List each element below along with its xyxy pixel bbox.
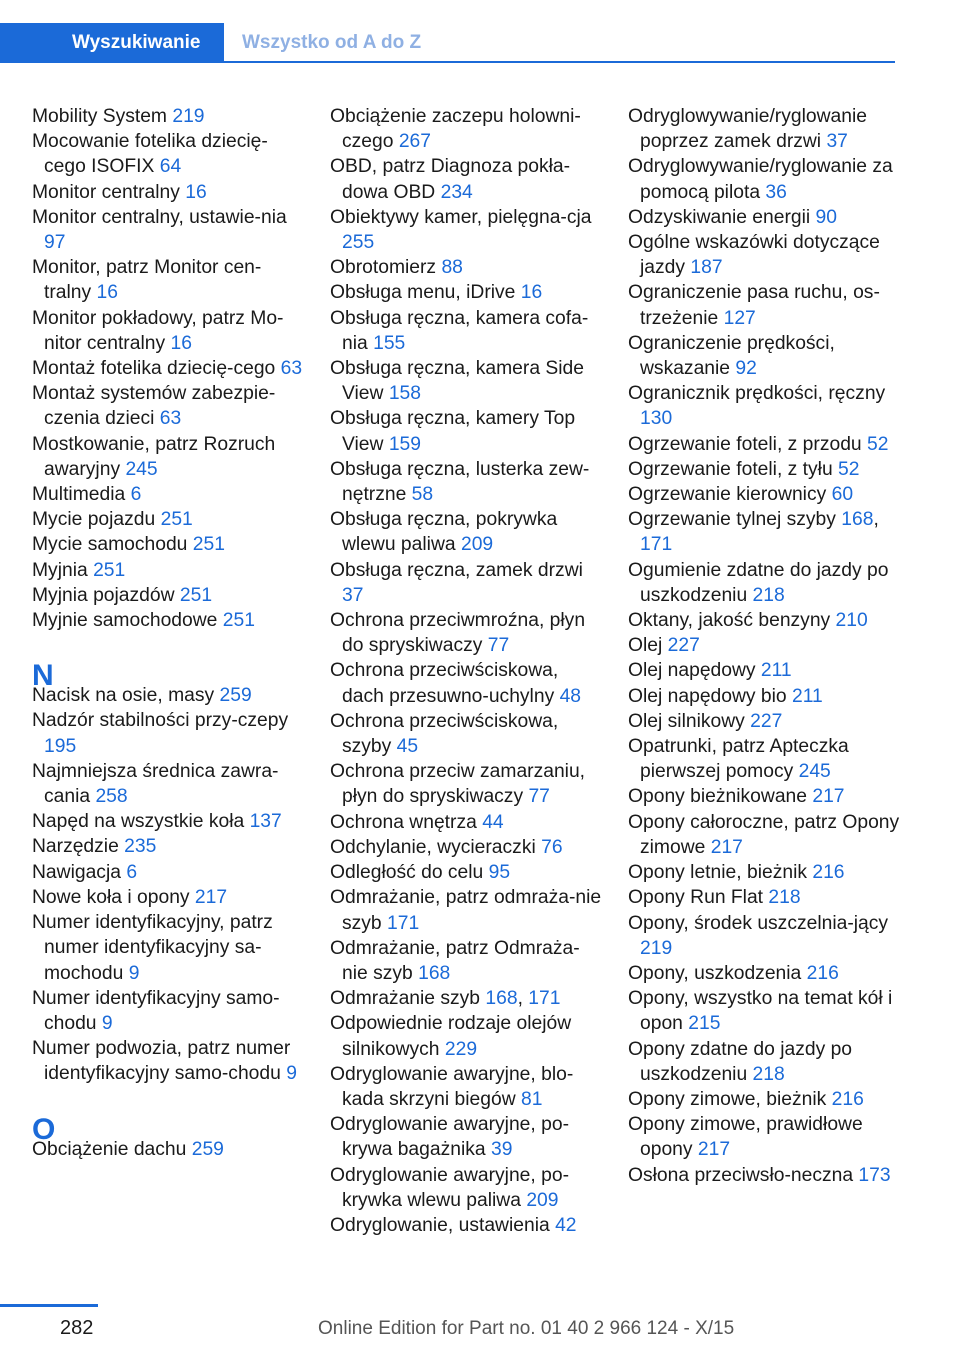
index-entry-text: Ogólne wskazówki dotyczące jazdy bbox=[628, 232, 880, 279]
page-link[interactable]: 251 bbox=[93, 559, 126, 581]
page-link[interactable]: 63 bbox=[280, 358, 303, 380]
index-entry bbox=[330, 255, 602, 280]
index-entry-text: Myjnie samochodowe bbox=[32, 610, 223, 632]
index-entry bbox=[628, 558, 900, 608]
page-link[interactable]: 171 bbox=[387, 912, 420, 934]
page-link[interactable]: 95 bbox=[488, 862, 511, 884]
index-entry-text: Olej napędowy bio bbox=[628, 685, 792, 707]
page-link[interactable]: 168 bbox=[418, 962, 451, 984]
index-entry-text: Nadzór stabilności przy‐czepy bbox=[32, 710, 289, 732]
index-entry bbox=[330, 154, 602, 204]
index-entry-text: Ochrona wnętrza bbox=[330, 811, 483, 833]
index-entry-text: Nowe koła i opony bbox=[32, 886, 195, 908]
page-link[interactable]: 245 bbox=[125, 458, 158, 480]
section-letter: O bbox=[32, 1112, 56, 1146]
index-entry-text: Opony, środek uszczelnia‐jący bbox=[628, 912, 889, 934]
index-column-1 bbox=[32, 104, 304, 1162]
index-entry bbox=[330, 1213, 602, 1238]
index-entry bbox=[32, 381, 304, 431]
index-entry bbox=[32, 986, 304, 1036]
index-entry-text: Ogumienie zdatne do jazdy po uszkodzeniu bbox=[628, 559, 889, 606]
page-link[interactable]: 36 bbox=[765, 181, 787, 203]
index-entry-text: Odryglowywanie/ryglowanie poprzez zamek drzwi bbox=[628, 106, 867, 153]
index-entry bbox=[32, 1137, 304, 1162]
index-entry bbox=[32, 860, 304, 885]
index-entry bbox=[628, 280, 900, 330]
index-entry bbox=[330, 759, 602, 809]
index-entry bbox=[628, 104, 900, 154]
index-entry bbox=[330, 810, 602, 835]
index-entry-text: Napęd na wszystkie koła bbox=[32, 811, 250, 833]
index-entry bbox=[32, 834, 304, 859]
page-link[interactable]: 217 bbox=[697, 1139, 731, 1161]
page-link[interactable]: 52 bbox=[838, 458, 860, 480]
index-entry bbox=[628, 608, 900, 633]
page-link[interactable]: 64 bbox=[159, 156, 182, 178]
index-entry-text: Odryglowywanie/ryglowanie za pomocą pilota bbox=[628, 156, 893, 203]
page-link[interactable]: 127 bbox=[723, 307, 756, 329]
index-entry-text: Opony całoroczne, patrz Opony zimowe bbox=[628, 811, 900, 858]
page-link[interactable]: 48 bbox=[559, 685, 582, 707]
index-entry-text: Odmrażanie, patrz Odmraża‐nie szyb bbox=[330, 937, 580, 984]
index-entry-text: Opony zimowe, bieżnik bbox=[628, 1088, 832, 1110]
page-link[interactable]: 209 bbox=[460, 534, 494, 556]
index-entry-text: Odryglowanie awaryjne, blo‐kada skrzyni biegów bbox=[330, 1063, 574, 1110]
page-link[interactable]: 171 bbox=[640, 534, 673, 556]
index-entry bbox=[628, 709, 900, 734]
index-entry-text: Ograniczenie prędkości, wskazanie bbox=[628, 332, 835, 380]
page-link[interactable]: 168 bbox=[841, 509, 874, 531]
page-link[interactable]: 130 bbox=[640, 408, 673, 430]
index-entry bbox=[628, 1037, 900, 1087]
index-entry-text: Ogrzewanie foteli, z tyłu bbox=[628, 458, 839, 480]
index-entry bbox=[32, 180, 304, 205]
page-link[interactable]: 60 bbox=[831, 484, 854, 506]
index-entry bbox=[628, 1163, 900, 1188]
index-entry-text: Odmrażanie, patrz odmraża‐nie szyb bbox=[330, 887, 602, 934]
page-link[interactable]: 227 bbox=[667, 635, 700, 657]
index-entry-text: Opony, uszkodzenia bbox=[628, 962, 807, 984]
index-entry bbox=[32, 356, 304, 381]
index-entry-text: Numer podwozia, patrz numer identyfikacyjny samo‐chodu bbox=[32, 1038, 291, 1085]
index-entry-text: Odryglowanie awaryjne, po‐krywka wlewu paliwa bbox=[330, 1164, 569, 1211]
index-entry bbox=[628, 1112, 900, 1162]
page-link[interactable]: 218 bbox=[768, 887, 801, 909]
page-link[interactable]: 39 bbox=[490, 1139, 513, 1161]
page-link[interactable]: 158 bbox=[388, 383, 421, 405]
index-entry bbox=[32, 708, 304, 758]
index-entry-text: Obsługa ręczna, kamery Top View bbox=[330, 408, 576, 455]
index-entry-text: Odchylanie, wycieraczki bbox=[330, 836, 542, 858]
page-link[interactable]: 137 bbox=[249, 811, 282, 833]
index-entry-text: Numer identyfikacyjny samo‐chodu bbox=[32, 987, 280, 1034]
index-entry-text: Montaż fotelika dziecię‐cego bbox=[32, 358, 281, 380]
page-link[interactable]: 217 bbox=[194, 886, 228, 908]
header-tab-bar bbox=[0, 23, 895, 63]
page-link[interactable]: 9 bbox=[128, 962, 140, 984]
index-entry-text: Odzyskiwanie energii bbox=[628, 206, 816, 228]
index-entry-text: Mycie samochodu bbox=[32, 534, 193, 556]
index-entry bbox=[330, 986, 602, 1011]
index-entry bbox=[32, 1036, 304, 1086]
index-entry bbox=[32, 104, 304, 129]
index-entry bbox=[628, 507, 900, 557]
index-entry bbox=[628, 810, 900, 860]
index-entry bbox=[32, 306, 304, 356]
index-entry bbox=[628, 911, 900, 961]
page-link[interactable]: 16 bbox=[520, 282, 543, 304]
page-link[interactable]: 216 bbox=[831, 1088, 864, 1110]
index-entry bbox=[330, 104, 602, 154]
page-link[interactable]: 155 bbox=[373, 332, 406, 354]
index-entry-text: Narzędzie bbox=[32, 836, 125, 858]
index-entry-text: Montaż systemów zabezpie‐czenia dzieci bbox=[32, 383, 276, 430]
index-entry bbox=[330, 1011, 602, 1061]
index-entry-text: Monitor centralny bbox=[32, 181, 186, 203]
page-link[interactable]: 209 bbox=[526, 1189, 559, 1211]
index-entry bbox=[330, 457, 602, 507]
index-entry bbox=[628, 885, 900, 910]
page-link[interactable]: 16 bbox=[170, 332, 192, 354]
page-link[interactable]: 42 bbox=[555, 1214, 577, 1236]
page-separator: , bbox=[517, 988, 529, 1010]
index-entry bbox=[32, 910, 304, 986]
index-entry-text: Monitor, patrz Monitor cen‐tralny bbox=[32, 257, 262, 304]
index-entry-text: Odryglowanie awaryjne, po‐krywa bagażnika bbox=[330, 1114, 569, 1161]
page-link[interactable]: 81 bbox=[520, 1088, 543, 1110]
index-entry-text: Obsługa ręczna, pokrywka wlewu paliwa bbox=[330, 509, 558, 556]
index-entry-text: Obciążenie dachu bbox=[32, 1138, 192, 1160]
page-link[interactable]: 76 bbox=[541, 836, 563, 858]
page-link[interactable]: 6 bbox=[126, 861, 138, 883]
page-link[interactable]: 37 bbox=[826, 131, 848, 153]
page-link[interactable]: 195 bbox=[44, 735, 77, 757]
page-link[interactable]: 6 bbox=[130, 484, 142, 506]
index-entry bbox=[628, 432, 900, 457]
index-entry bbox=[330, 1112, 602, 1162]
index-entry bbox=[330, 1062, 602, 1112]
index-entry bbox=[32, 255, 304, 305]
page-link[interactable]: 255 bbox=[342, 232, 375, 254]
index-entry bbox=[330, 936, 602, 986]
index-entry bbox=[330, 1163, 602, 1213]
index-entry bbox=[330, 835, 602, 860]
page-link[interactable]: 168 bbox=[485, 988, 518, 1010]
index-entry-text: Oktany, jakość benzyny bbox=[628, 610, 836, 632]
index-entry-text: Olej silnikowy bbox=[628, 710, 751, 732]
index-entry-text: Obciążenie zaczepu holowni‐czego bbox=[330, 106, 581, 153]
index-entry bbox=[32, 205, 304, 255]
index-entry-text: Opony bieżnikowane bbox=[628, 786, 813, 808]
index-entry-text: Najmniejsza średnica zawra‐cania bbox=[32, 760, 279, 808]
page-link[interactable]: 234 bbox=[440, 181, 473, 203]
index-entry-text: Multimedia bbox=[32, 484, 131, 506]
index-entry bbox=[628, 986, 900, 1036]
page-link[interactable]: 219 bbox=[172, 106, 205, 127]
index-entry bbox=[628, 961, 900, 986]
index-entry-text: Mobility System bbox=[32, 106, 173, 127]
index-column-3 bbox=[628, 104, 900, 1188]
index-entry-text: OBD, patrz Diagnoza pokła‐dowa OBD bbox=[330, 156, 571, 203]
page-number-bar bbox=[0, 1304, 98, 1307]
index-entry bbox=[32, 885, 304, 910]
index-entry bbox=[32, 583, 304, 608]
index-entry bbox=[628, 230, 900, 280]
page-link[interactable]: 258 bbox=[95, 786, 128, 808]
index-entry bbox=[628, 784, 900, 809]
index-entry-text: Ogrzewanie tylnej szyby bbox=[628, 509, 842, 531]
page-link[interactable]: 16 bbox=[96, 282, 118, 304]
page-link[interactable]: 251 bbox=[192, 534, 225, 556]
index-entry-text: Opony letnie, bieżnik bbox=[628, 862, 813, 884]
page-link[interactable]: 88 bbox=[441, 257, 463, 279]
index-entry bbox=[32, 507, 304, 532]
index-entry-text: Nacisk na osie, masy bbox=[32, 685, 220, 707]
index-entry-text: Mocowanie fotelika dziecię‐cego ISOFIX bbox=[32, 131, 268, 178]
index-entry bbox=[628, 658, 900, 683]
index-entry bbox=[628, 331, 900, 381]
index-entry bbox=[330, 709, 602, 759]
page-link[interactable]: 215 bbox=[688, 1013, 721, 1035]
page-link[interactable]: 44 bbox=[482, 811, 504, 833]
index-entry bbox=[32, 482, 304, 507]
page-link[interactable]: 259 bbox=[219, 685, 252, 707]
index-entry-text: Obsługa ręczna, kamera cofa‐nia bbox=[330, 307, 589, 354]
index-entry-text: Mostkowanie, patrz Rozruch awaryjny bbox=[32, 433, 276, 480]
index-entry bbox=[32, 129, 304, 179]
index-entry-text: Odpowiednie rodzaje olejów silnikowych bbox=[330, 1013, 572, 1060]
page-link[interactable]: 92 bbox=[735, 358, 757, 380]
index-entry-text: Opony Run Flat bbox=[628, 887, 769, 909]
page-link[interactable]: 211 bbox=[760, 660, 792, 682]
index-entry bbox=[330, 558, 602, 608]
page-link[interactable]: 259 bbox=[191, 1138, 224, 1160]
index-entry-text: Nawigacja bbox=[32, 861, 127, 883]
page-link[interactable]: 245 bbox=[798, 761, 831, 783]
page-link[interactable]: 159 bbox=[388, 433, 421, 455]
index-entry-text: Obsługa ręczna, kamera Side View bbox=[330, 358, 584, 405]
index-column-2 bbox=[330, 104, 602, 1238]
index-entry-text: Odległość do celu bbox=[330, 862, 489, 884]
index-entry bbox=[32, 558, 304, 583]
page-separator: , bbox=[873, 509, 879, 531]
page-number: 282 bbox=[60, 1317, 94, 1339]
page-link[interactable]: 216 bbox=[812, 862, 845, 884]
index-entry-text: Numer identyfikacyjny, patrz numer identyfikacyjny sa‐mochodu bbox=[32, 912, 273, 984]
index-entry-text: Obsługa ręczna, lusterka zew‐nętrzne bbox=[330, 458, 590, 506]
index-entry bbox=[32, 809, 304, 834]
index-entry-text: Opony zimowe, prawidłowe opony bbox=[628, 1114, 863, 1161]
index-entry bbox=[32, 683, 304, 708]
index-entry bbox=[330, 860, 602, 885]
index-entry-text: Olej bbox=[628, 635, 668, 657]
index-entry-text: Myjnia pojazdów bbox=[32, 584, 180, 606]
index-entry bbox=[330, 885, 602, 935]
index-entry-text: Myjnia bbox=[32, 559, 94, 581]
page-link[interactable]: 217 bbox=[710, 836, 743, 858]
index-entry-text: Monitor pokładowy, patrz Mo‐nitor centralny bbox=[32, 307, 284, 354]
page-link[interactable]: 90 bbox=[815, 206, 837, 228]
index-entry-text: Ogrzewanie foteli, z przodu bbox=[628, 433, 867, 455]
index-entry bbox=[628, 457, 900, 482]
page-link[interactable]: 63 bbox=[159, 408, 182, 430]
page-link[interactable]: 218 bbox=[752, 1063, 785, 1085]
index-entry bbox=[330, 280, 602, 305]
index-entry-text: Monitor centralny, ustawie‐nia bbox=[32, 206, 287, 228]
page-link[interactable]: 16 bbox=[185, 181, 207, 203]
page-link[interactable]: 251 bbox=[179, 584, 213, 606]
page-link[interactable]: 173 bbox=[858, 1164, 891, 1186]
page-link[interactable]: 45 bbox=[396, 736, 419, 758]
index-entry bbox=[628, 154, 900, 204]
tab-wszystko-od-a-do-z[interactable]: Wszystko od A do Z bbox=[242, 32, 422, 53]
index-entry bbox=[330, 306, 602, 356]
page-link[interactable]: 9 bbox=[286, 1063, 297, 1085]
page-link[interactable]: 58 bbox=[411, 484, 434, 506]
index-entry bbox=[628, 860, 900, 885]
page-link[interactable]: 235 bbox=[124, 836, 157, 858]
index-entry bbox=[628, 1087, 900, 1112]
page-link[interactable]: 251 bbox=[160, 509, 193, 531]
page-link[interactable]: 187 bbox=[690, 257, 723, 279]
index-entry bbox=[628, 734, 900, 784]
tab-wyszukiwanie[interactable]: Wyszukiwanie bbox=[0, 23, 224, 63]
index-entry-text: Osłona przeciwsło‐neczna bbox=[628, 1164, 859, 1186]
index-entry bbox=[628, 633, 900, 658]
index-entry-text: Ochrona przeciwściskowa, dach przesuwno-uchylny bbox=[330, 660, 560, 707]
page-link[interactable]: 219 bbox=[640, 937, 673, 959]
index-entry-text: Ochrona przeciwściskowa, szyby bbox=[330, 710, 559, 758]
index-entry-text: Olej napędowy bbox=[628, 660, 761, 682]
index-entry bbox=[32, 759, 304, 809]
page-link[interactable]: 37 bbox=[342, 584, 364, 606]
section-letter: N bbox=[32, 659, 54, 693]
page-link[interactable]: 211 bbox=[792, 685, 823, 707]
page-link[interactable]: 251 bbox=[222, 610, 255, 632]
page-link[interactable]: 97 bbox=[44, 232, 66, 254]
index-entry bbox=[32, 432, 304, 482]
page-link[interactable]: 227 bbox=[750, 710, 783, 732]
index-entry bbox=[330, 658, 602, 708]
page-link[interactable]: 218 bbox=[752, 584, 785, 606]
index-entry-text: Ogrzewanie kierownicy bbox=[628, 484, 832, 506]
index-entry-text: Obrotomierz bbox=[330, 257, 442, 279]
page-link[interactable]: 216 bbox=[806, 962, 839, 984]
page-link[interactable]: 52 bbox=[867, 433, 889, 455]
index-entry bbox=[330, 356, 602, 406]
index-entry bbox=[330, 507, 602, 557]
page-link[interactable]: 171 bbox=[528, 988, 561, 1010]
page-link[interactable]: 77 bbox=[487, 635, 510, 657]
index-entry-text: Opony zdatne do jazdy po uszkodzeniu bbox=[628, 1038, 853, 1085]
index-entry-text: Obsługa ręczna, zamek drzwi bbox=[330, 559, 583, 581]
index-entry-text: Obsługa menu, iDrive bbox=[330, 282, 521, 304]
page-link[interactable]: 229 bbox=[444, 1038, 478, 1060]
index-entry bbox=[628, 205, 900, 230]
index-entry-text: Opony, wszystko na temat kół i opon bbox=[628, 988, 893, 1035]
index-entry bbox=[330, 205, 602, 255]
page-link[interactable]: 217 bbox=[812, 786, 845, 808]
page-link[interactable]: 267 bbox=[398, 131, 431, 153]
footer-edition: Online Edition for Part no. 01 40 2 966 124 - X/15 bbox=[318, 1318, 735, 1339]
index-entry bbox=[628, 381, 900, 431]
index-entry-text: Ochrona przeciw zamarzaniu, płyn do spryskiwaczy bbox=[330, 761, 586, 808]
page-link[interactable]: 77 bbox=[528, 786, 550, 808]
index-entry bbox=[32, 532, 304, 557]
index-entry bbox=[330, 406, 602, 456]
index-entry-text: Ochrona przeciwmroźna, płyn do spryskiwaczy bbox=[330, 610, 586, 657]
page-link[interactable]: 210 bbox=[835, 610, 868, 632]
index-entry-text: Opatrunki, patrz Apteczka pierwszej pomocy bbox=[628, 736, 849, 783]
index-entry-text: Odmrażanie szyb bbox=[330, 988, 486, 1010]
index-entry-text: Ogranicznik prędkości, ręczny bbox=[628, 383, 886, 405]
index-entry bbox=[628, 684, 900, 709]
index-entry-text: Ograniczenie pasa ruchu, os‐trzeżenie bbox=[628, 282, 880, 329]
page-link[interactable]: 9 bbox=[101, 1012, 113, 1034]
index-entry bbox=[330, 608, 602, 658]
index-entry-text: Odryglowanie, ustawienia bbox=[330, 1214, 556, 1236]
index-entry-text: Obiektywy kamer, pielęgna‐cja bbox=[330, 206, 592, 228]
index-entry bbox=[628, 482, 900, 507]
index-entry-text: Mycie pojazdu bbox=[32, 509, 161, 531]
index-entry bbox=[32, 608, 304, 633]
